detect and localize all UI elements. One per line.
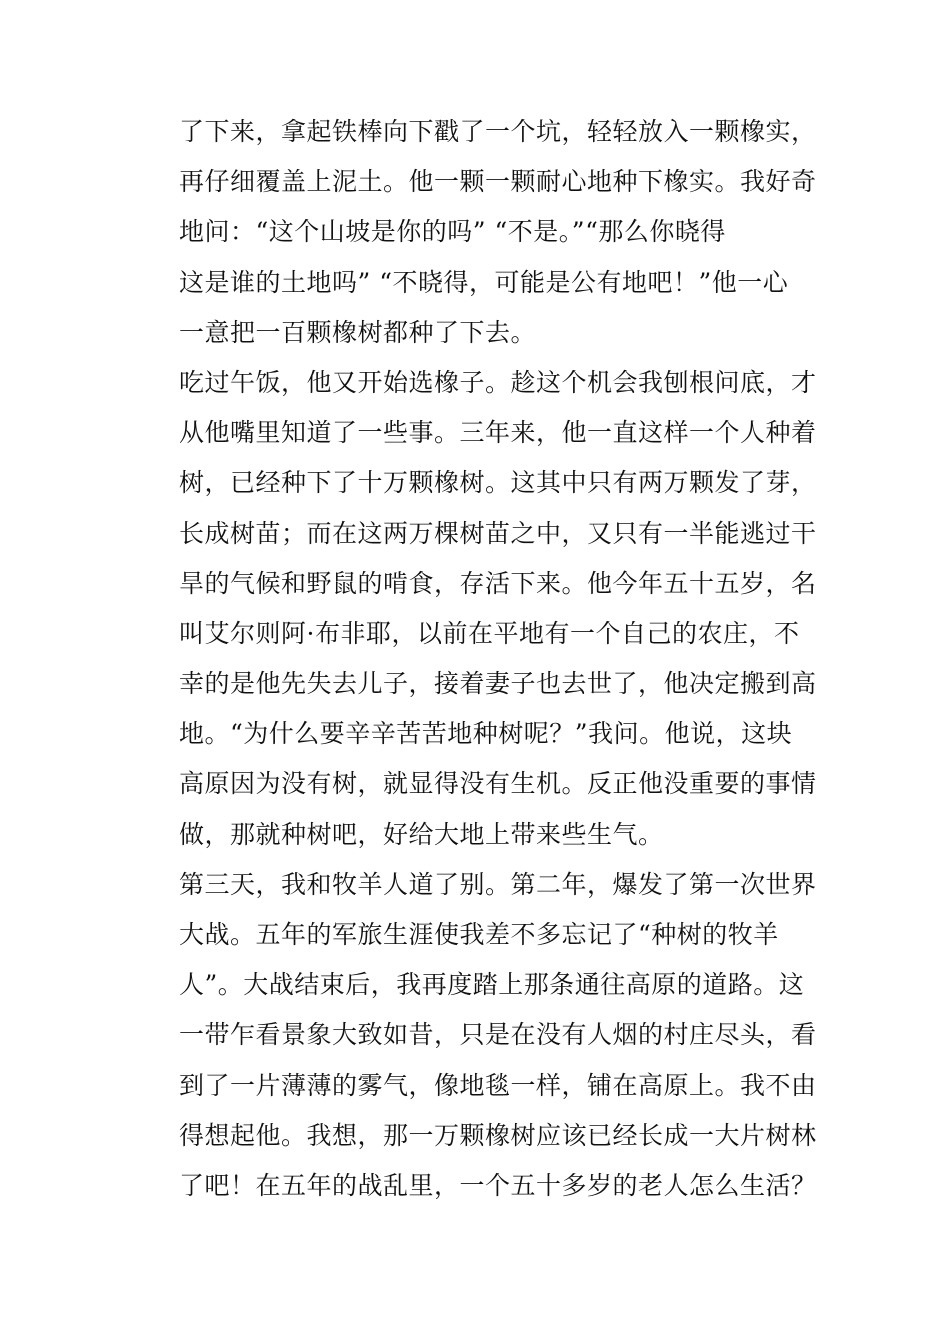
text-line: 从他嘴里知道了一些事。三年来，他一直这样一个人种着 bbox=[179, 418, 817, 448]
text-line: 一意把一百颗橡树都种了下去。 bbox=[179, 317, 537, 347]
text-line: 这是谁的土地吗” “不晓得，可能是公有地吧！”他一心 bbox=[179, 267, 789, 297]
text-line: 一带乍看景象大致如昔，只是在没有人烟的村庄尽头，看 bbox=[179, 1020, 817, 1050]
text-line: 得想起他。我想，那一万颗橡树应该已经长成一大片树林 bbox=[179, 1120, 817, 1150]
text-line: 高原因为没有树，就显得没有生机。反正他没重要的事情 bbox=[179, 769, 817, 799]
text-line: 到了一片薄薄的雾气，像地毯一样，铺在高原上。我不由 bbox=[179, 1070, 817, 1100]
text-line: 做，那就种树吧，好给大地上带来些生气。 bbox=[179, 819, 664, 849]
text-line: 地。“为什么要辛辛苦苦地种树呢？”我问。他说，这块 bbox=[179, 719, 793, 749]
text-line: 旱的气候和野鼠的啃食，存活下来。他今年五十五岁，名 bbox=[179, 568, 817, 598]
text-line: 地问：“这个山坡是你的吗” “不是。”“那么你晓得 bbox=[179, 217, 726, 247]
text-line: 吃过午饭，他又开始选橡子。趁这个机会我刨根问底，才 bbox=[179, 367, 817, 397]
body-text bbox=[179, 107, 819, 1211]
text-line: 第三天，我和牧羊人道了别。第二年，爆发了第一次世界 bbox=[179, 869, 817, 899]
text-line: 长成树苗；而在这两万棵树苗之中，又只有一半能逃过干 bbox=[179, 518, 817, 548]
text-line: 了吧！在五年的战乱里，一个五十多岁的老人怎么生活？ bbox=[179, 1170, 817, 1200]
text-line: 大战。五年的军旅生涯使我差不多忘记了“种树的牧羊 bbox=[179, 920, 779, 949]
text-line: 树，已经种下了十万颗橡树。这其中只有两万颗发了芽， bbox=[179, 468, 817, 498]
text-line: 幸的是他先失去儿子，接着妻子也去世了，他决定搬到高 bbox=[179, 669, 817, 699]
text-line: 叫艾尔则阿·布非耶，以前在平地有一个自己的农庄，不 bbox=[179, 618, 800, 648]
text-line: 再仔细覆盖上泥土。他一颗一颗耐心地种下橡实。我好奇 bbox=[179, 167, 817, 197]
text-line: 人”。大战结束后，我再度踏上那条通往高原的道路。这 bbox=[179, 970, 805, 1000]
text-line: 了下来，拿起铁棒向下戳了一个坑，轻轻放入一颗橡实， bbox=[179, 117, 817, 146]
